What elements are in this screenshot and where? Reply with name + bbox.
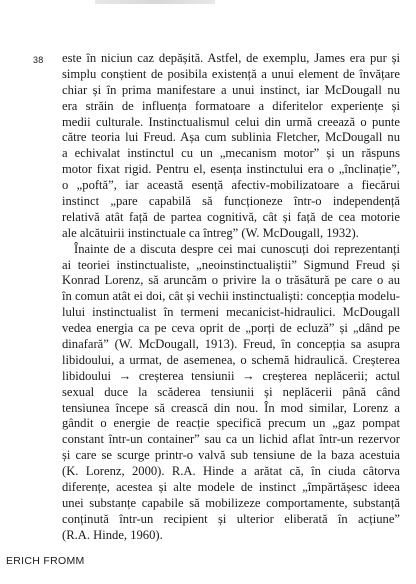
text-line: lului instinctualist în termeni mecanicist-hidraulici. McDougall xyxy=(62,305,400,320)
text-line: relativă atât față de partea cognitivă, cât și față de cea motorie xyxy=(62,209,400,224)
text-line: simplu conștient de posibila existență a unui element de învățare xyxy=(62,66,400,81)
text-line: chiar și în prima manifestare a unui instinct, iar McDougall nu xyxy=(62,82,400,97)
running-footer: ERICH FROMM xyxy=(6,555,85,567)
text-line: Înainte de a discuta despre cei mai cunoscuți doi reprezentanți xyxy=(74,241,400,256)
text-line: a echivalat instinctul cu un „mecanism motor” și un răspuns xyxy=(62,146,400,161)
text-line: gândit o energie de reacție specifică precum un „gaz pompat xyxy=(62,416,400,431)
paragraph-1 xyxy=(62,51,400,242)
text-line: instinct „pare capabilă să funcționeze într-o independență xyxy=(62,194,400,209)
text-line: medii culturale. Instinctualismul celui din urmă creează o punte xyxy=(62,114,400,129)
text-line: ale alcătuirii instinctuale ca întreg” (W. McDougall, 1932). xyxy=(62,225,359,240)
text-line: tensiunea începe să crească din nou. În mod similar, Lorenz a xyxy=(62,400,400,415)
text-line: în comun atât ei doi, cât și vechii instinctualiști: concepția modelu- xyxy=(62,289,400,304)
text-line: constant într-un container” sau ca un lichid aflat într-un rezervor xyxy=(62,432,400,447)
scan-edge-artifact xyxy=(95,0,215,4)
text-line: motor fixat rigid. Pentru el, esența instinctului era o „înclinație”, xyxy=(62,162,400,177)
text-line: diferențe, acestea și alte modele de instinct „împărtășesc ideea xyxy=(62,480,400,495)
text-line: unei substanțe capabile să mobilizeze comportamente, substanță xyxy=(62,495,400,510)
text-line: era străin de influența formatoare a diferitelor experiențe și xyxy=(62,98,400,113)
text-line: (R.A. Hinde, 1960). xyxy=(62,527,163,542)
text-line: Konrad Lorenz, să aruncăm o privire la o trăsătură pe care o au xyxy=(62,273,400,288)
text-line: vedea energia ca pe ceva oprit de „porți de ecluză” și „dând pe xyxy=(62,321,400,336)
body-text xyxy=(62,51,400,544)
text-line: o „poftă”, iar această esență afectiv-mobilizatoare a fiecărui xyxy=(62,178,400,193)
text-line: și care se scurge printr-o valvă sub tensiune de la baza acestuia xyxy=(62,448,400,463)
text-line: este în niciun caz depășită. Astfel, de exemplu, James era pur și xyxy=(62,51,400,65)
text-line: libidoului → creșterea tensiunii → creșterea neplăcerii; actul xyxy=(62,368,400,383)
text-line: (K. Lorenz, 2000). R.A. Hinde a arătat că, în ciuda câtorva xyxy=(62,464,400,479)
text-line: conținută într-un recipient și ulterior eliberată în acțiune” xyxy=(62,511,400,526)
page-number: 38 xyxy=(33,55,44,65)
text-line: libidoului, a urmat, de asemenea, o schemă hidraulică. Creșterea xyxy=(62,352,400,367)
text-line: către teoria lui Freud. Așa cum sublinia Fletcher, McDougall nu xyxy=(62,130,400,145)
text-line: ai teoriei instinctualiste, „neoinstinctualiștii” Sigmund Freud și xyxy=(62,257,400,272)
text-line: sexual duce la scăderea tensiunii și neplăcerii până când xyxy=(62,384,400,399)
text-line: dinafară” (W. McDougall, 1913). Freud, în concepția sa asupra xyxy=(62,337,400,352)
paragraph-2 xyxy=(62,242,400,544)
